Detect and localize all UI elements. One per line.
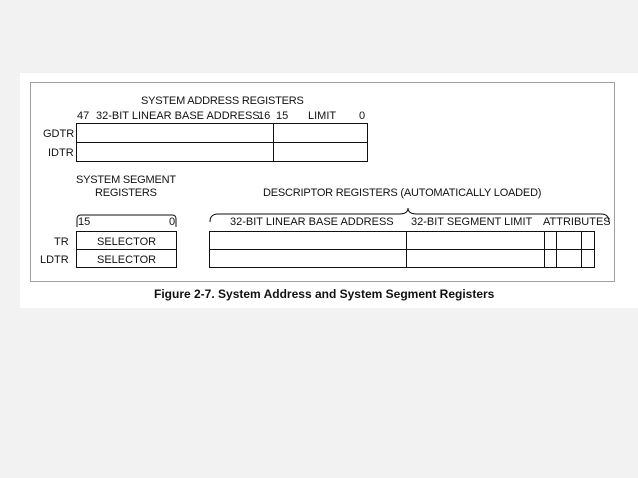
bit-47-label: 47: [77, 110, 90, 122]
idtr-label: IDTR: [48, 147, 74, 159]
gdtr-label: GDTR: [43, 128, 75, 140]
tr-label: TR: [54, 236, 69, 248]
segment-bit-15-label: 15: [78, 216, 91, 228]
figure-caption: Figure 2-7. System Address and System Segment Registers: [154, 287, 495, 301]
ldtr-selector: SELECTOR: [97, 254, 157, 266]
descriptor-limit-label: 32-BIT SEGMENT LIMIT: [411, 216, 533, 228]
system-segment-title-line1: SYSTEM SEGMENT: [76, 174, 176, 186]
bit-15-label: 15: [276, 110, 289, 122]
limit-label: LIMIT: [308, 110, 337, 122]
tr-selector: SELECTOR: [97, 236, 157, 248]
descriptor-attributes-label: ATTRIBUTES: [543, 216, 611, 228]
ldtr-label: LDTR: [40, 254, 69, 266]
system-address-title: SYSTEM ADDRESS REGISTERS: [141, 95, 304, 107]
system-segment-title-line2: REGISTERS: [95, 187, 157, 199]
segment-bit-0-label: 0: [169, 216, 176, 228]
descriptor-title: DESCRIPTOR REGISTERS (AUTOMATICALLY LOADED): [263, 187, 542, 199]
descriptor-brace: [210, 208, 609, 222]
bit-16-label: 16: [258, 110, 271, 122]
selector-bit-brace: [77, 215, 176, 227]
bit-0-label: 0: [359, 110, 366, 122]
gdtr-base-label: 32-BIT LINEAR BASE ADDRESS: [96, 110, 260, 122]
descriptor-base-label: 32-BIT LINEAR BASE ADDRESS: [230, 216, 394, 228]
